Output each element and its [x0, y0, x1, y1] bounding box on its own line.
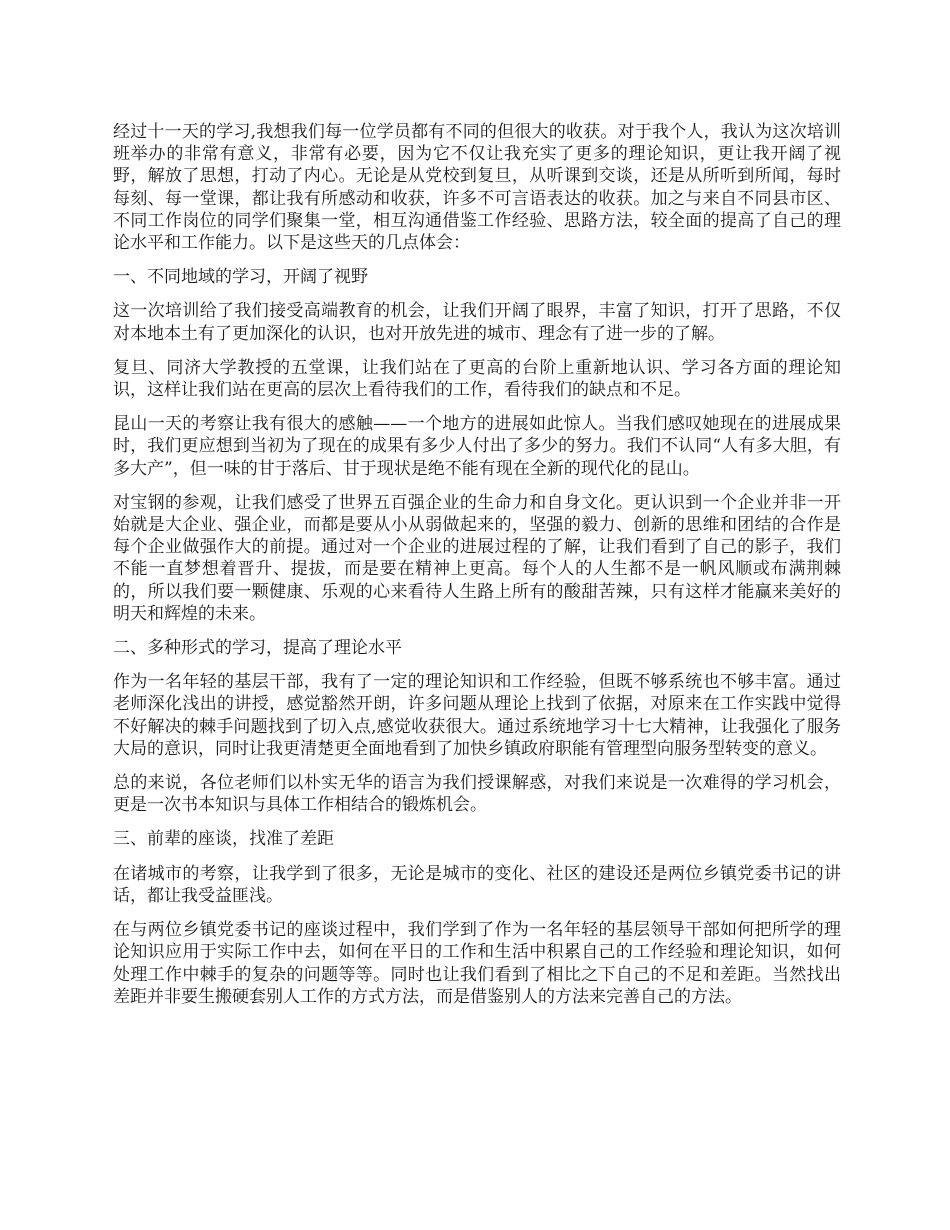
body-paragraph: 这一次培训给了我们接受高端教育的机会，让我们开阔了眼界，丰富了知识，打开了思路，不仅对本地本土有了更加深化的认识，也对开放先进的城市、理念有了进一步的了解。 — [113, 301, 841, 344]
body-paragraph: 在诸城市的考察，让我学到了很多，无论是城市的变化、社区的建设还是两位乡镇党委书记的讲话，都让我受益匪浅。 — [113, 863, 841, 906]
body-paragraph: 在与两位乡镇党委书记的座谈过程中，我们学到了作为一名年轻的基层领导干部如何把所学的理论知识应用于实际工作中去，如何在平日的工作和生活中积累自己的工作经验和理论知识，如何处理工作中棘手的复杂的问题等等。同时也让我们看到了相比之下自己的不足和差距。当然找出差距并非要生搬硬套别人工作的方式方法，而是借鉴别人的方法来完善自己的方法。 — [113, 920, 841, 1007]
section-heading-2: 二、多种形式的学习，提高了理论水平 — [113, 638, 402, 659]
body-paragraph: 对宝钢的参观，让我们感受了世界五百强企业的生命力和自身文化。更认识到一个企业并非一开始就是大企业、强企业，而都是要从小从弱做起来的，坚强的毅力、创新的思维和团结的合作是每个企业做强作大的前提。通过对一个企业的进展过程的了解，让我们看到了自己的影子，我们不能一直梦想着晋升、提拔，而是要在精神上更高。每个人的人生都不是一帆风顺或布满荆棘的，所以我们要一颗健康、乐观的心来看待人生路上所有的酸甜苦辣，只有这样才能赢来美好的明天和辉煌的未来。 — [113, 492, 841, 624]
body-paragraph: 总的来说，各位老师们以朴实无华的语言为我们授课解惑，对我们来说是一次难得的学习机会，更是一次书本知识与具体工作相结合的锻炼机会。 — [113, 773, 841, 816]
section-heading-3: 三、前辈的座谈，找准了差距 — [113, 829, 334, 850]
body-paragraph: 作为一名年轻的基层干部，我有了一定的理论知识和工作经验，但既不够系统也不够丰富。通过老师深化浅出的讲授，感觉豁然开朗，许多问题从理论上找到了依据，对原来在工作实践中觉得不好解决的棘手问题找到了切入点,感觉收获很大。通过系统地学习十七大精神，让我强化了服务大局的意识，同时让我更清楚更全面地看到了加快乡镇政府职能有管理型向服务型转变的意义。 — [113, 672, 841, 759]
document-body — [113, 121, 841, 1020]
intro-paragraph: 经过十一天的学习,我想我们每一位学员都有不同的但很大的收获。对于我个人，我认为这次培训班举办的非常有意义，非常有必要，因为它不仅让我充实了更多的理论知识，更让我开阔了视野，解放了思想，打动了内心。无论是从党校到复旦，从听课到交谈，还是从所听到所闻，每时每刻、每一堂课，都让我有所感动和收获，许多不可言语表达的收获。加之与来自不同县市区、不同工作岗位的同学们聚集一堂，相互沟通借鉴工作经验、思路方法，较全面的提高了自己的理论水平和工作能力。以下是这些天的几点体会： — [113, 122, 841, 254]
section-heading-1: 一、不同地域的学习，开阔了视野 — [113, 267, 368, 288]
body-paragraph: 昆山一天的考察让我有很大的感触——一个地方的进展如此惊人。当我们感叹她现在的进展成果时，我们更应想到当初为了现在的成果有多少人付出了多少的努力。我们不认同“人有多大胆，有多大产”，但一味的甘于落后、甘于现状是绝不能有现在全新的现代化的昆山。 — [113, 414, 841, 479]
body-paragraph: 复旦、同济大学教授的五堂课，让我们站在了更高的台阶上重新地认识、学习各方面的理论知识，这样让我们站在更高的层次上看待我们的工作，看待我们的缺点和不足。 — [113, 357, 841, 401]
